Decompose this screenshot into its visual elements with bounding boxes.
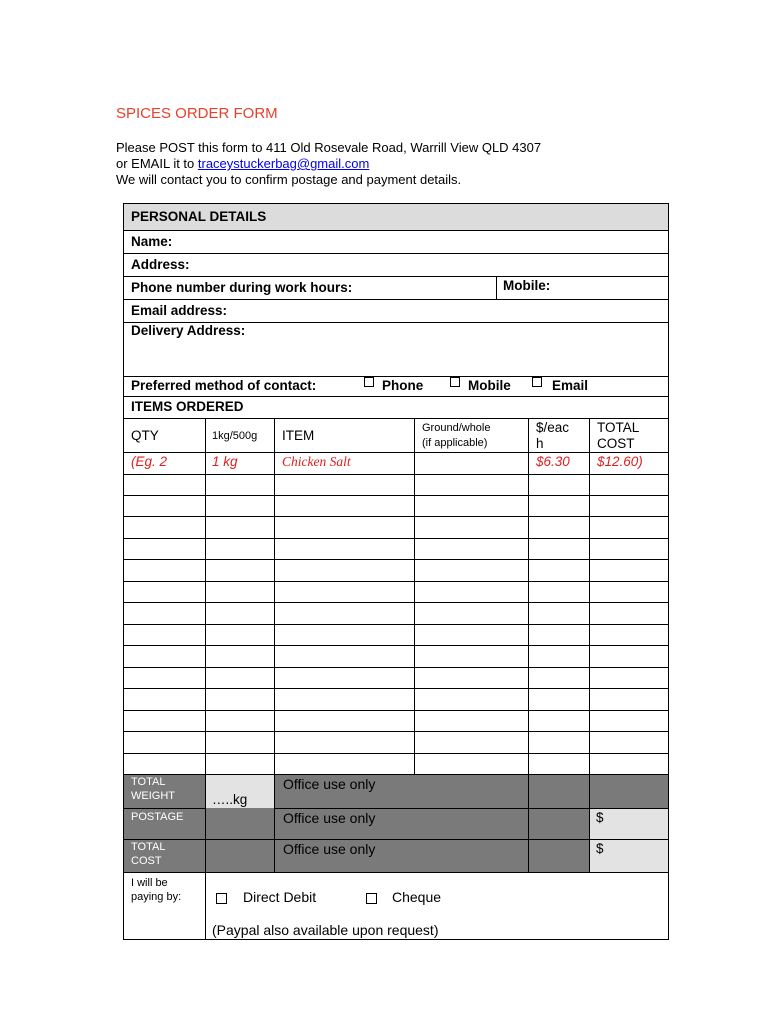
phone-option-label: Phone	[382, 378, 424, 393]
mobile-checkbox[interactable]	[450, 377, 460, 387]
total-weight-value[interactable]: …..kg	[212, 792, 248, 807]
postage-label: POSTAGE	[131, 811, 184, 823]
example-item: Chicken Salt	[282, 454, 351, 469]
col-qty: QTY	[131, 428, 159, 443]
email-option-label: Email	[552, 378, 589, 393]
email-link[interactable]: traceystuckerbag@gmail.com	[197, 156, 370, 171]
office-use-postage: Office use only	[283, 810, 376, 826]
intro-email-prefix: or EMAIL it to	[116, 156, 198, 171]
intro-line-contact: We will contact you to confirm postage and payment details.	[116, 172, 462, 187]
personal-details-heading: PERSONAL DETAILS	[131, 209, 267, 224]
example-size: 1 kg	[212, 454, 238, 469]
example-qty: (Eg. 2	[131, 454, 168, 469]
intro-text	[116, 140, 541, 188]
form-title: SPICES ORDER FORM	[116, 105, 278, 122]
cheque-checkbox[interactable]	[366, 893, 377, 904]
col-each-line2: h	[536, 436, 544, 451]
delivery-address-field[interactable]: Delivery Address:	[131, 323, 246, 338]
name-field[interactable]: Name:	[131, 234, 173, 249]
email-address-field[interactable]: Email address:	[131, 303, 228, 318]
intro-line-email	[116, 156, 541, 172]
email-checkbox[interactable]	[532, 377, 542, 387]
direct-debit-label: Direct Debit	[243, 889, 317, 905]
col-ground-line1: Ground/whole	[422, 422, 491, 434]
work-phone-field[interactable]: Phone number during work hours:	[131, 280, 353, 295]
address-field[interactable]: Address:	[131, 257, 190, 272]
col-size: 1kg/500g	[212, 430, 258, 442]
office-use-weight: Office use only	[283, 776, 376, 792]
paypal-note: (Paypal also available upon request)	[212, 922, 439, 938]
total-weight-label: TOTAL WEIGHT	[131, 776, 175, 802]
mobile-option-label: Mobile	[468, 378, 511, 393]
total-cost-label: TOTAL COST	[131, 841, 166, 867]
col-total-line1: TOTAL	[597, 420, 640, 435]
col-each-line1: $/eac	[536, 420, 570, 435]
col-item: ITEM	[282, 428, 315, 443]
mobile-field[interactable]: Mobile:	[503, 278, 551, 293]
col-ground-line2: (if applicable)	[422, 437, 488, 449]
preferred-contact-label: Preferred method of contact:	[131, 378, 317, 393]
office-use-total-cost: Office use only	[283, 841, 376, 857]
direct-debit-checkbox[interactable]	[216, 893, 227, 904]
items-ordered-heading: ITEMS ORDERED	[131, 399, 244, 414]
col-total-line2: COST	[597, 436, 635, 451]
example-each: $6.30	[536, 454, 570, 469]
intro-line-post: Please POST this form to 411 Old Rosevale Road, Warrill View QLD 4307	[116, 140, 542, 155]
postage-dollar[interactable]: $	[596, 810, 604, 825]
total-cost-dollar[interactable]: $	[596, 841, 604, 856]
example-total: $12.60)	[597, 454, 643, 469]
cheque-label: Cheque	[392, 889, 442, 905]
phone-checkbox[interactable]	[364, 377, 374, 387]
paying-by-label: I will be paying by:	[131, 877, 182, 903]
